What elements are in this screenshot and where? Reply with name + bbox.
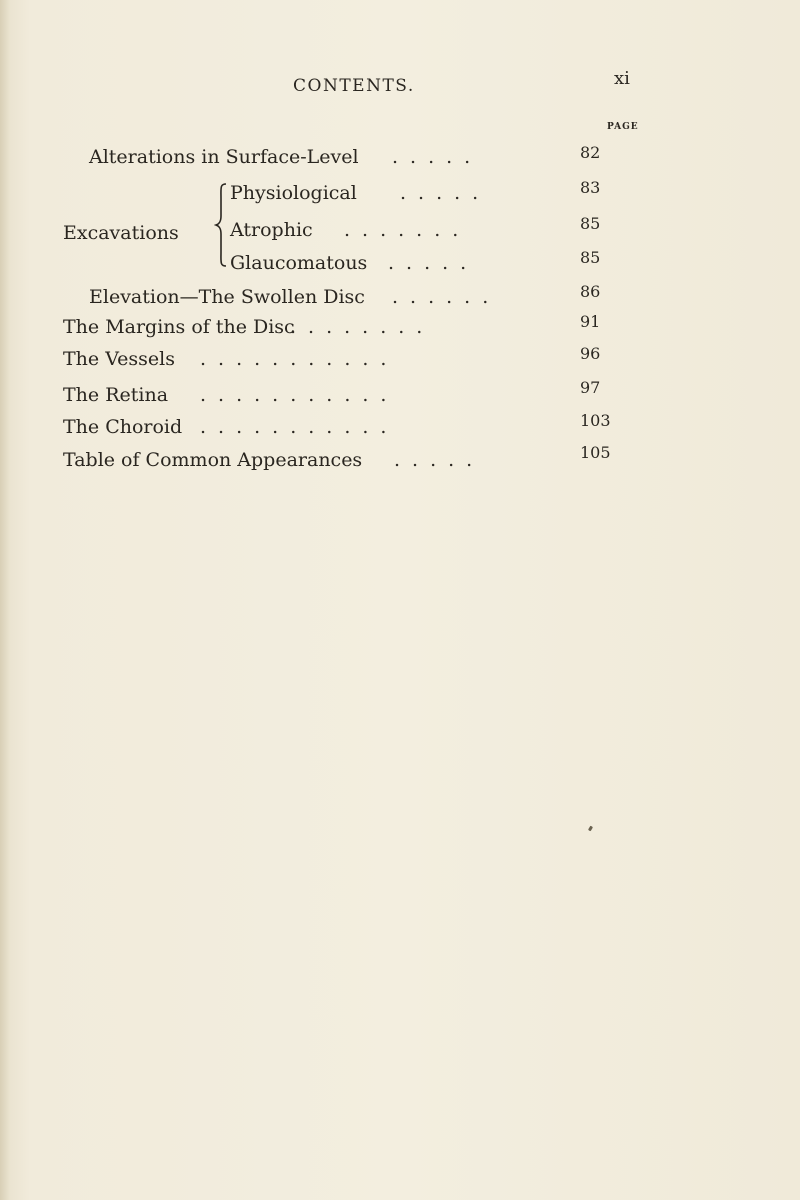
page-column-label: PAGE <box>607 122 639 132</box>
toc-entry-title: Elevation—The Swollen Disc <box>89 286 365 308</box>
leader-dots: ........... <box>200 416 399 438</box>
page-gutter <box>0 0 10 1200</box>
toc-entry-page: 96 <box>580 344 601 363</box>
group-label: Excavations <box>63 222 179 244</box>
toc-entry-title: Atrophic <box>230 219 313 241</box>
leader-dots: ..... <box>392 146 483 168</box>
leader-dots: ...... <box>392 286 501 308</box>
toc-entry <box>0 178 800 210</box>
running-title: CONTENTS. <box>293 76 415 96</box>
leader-dots: ..... <box>394 449 485 471</box>
toc-entry-title: Glaucomatous <box>230 252 368 274</box>
toc-entry-page: 86 <box>580 282 601 301</box>
toc-entry-page: 83 <box>580 178 601 197</box>
toc-entry <box>0 344 800 376</box>
leader-dots: ..... <box>388 252 479 274</box>
toc-entry <box>0 443 800 477</box>
leader-dots: ....... <box>344 219 471 241</box>
toc-entry-page: 82 <box>580 143 601 162</box>
toc-entry-title: The Choroid <box>63 416 183 438</box>
leader-dots: ........... <box>200 384 399 406</box>
toc-entry-title: Alterations in Surface-Level <box>89 146 359 168</box>
toc-entry-title: The Vessels <box>63 348 175 370</box>
toc-entry-title: The Margins of the Disc <box>63 316 295 338</box>
toc-entry <box>0 214 800 247</box>
page-folio: xi <box>614 68 630 89</box>
toc-entry-page: 85 <box>580 214 601 233</box>
toc-entry-page: 85 <box>580 248 601 267</box>
toc-entry-title: Table of Common Appearances <box>63 449 363 471</box>
toc-entry-title: The Retina <box>63 384 169 406</box>
toc-entry <box>0 248 800 280</box>
toc-entry <box>0 312 800 344</box>
toc-entry <box>0 282 800 314</box>
paper-speck <box>588 826 593 832</box>
toc-entry-page: 105 <box>580 443 611 462</box>
toc-entry-title: Physiological <box>230 182 357 204</box>
leader-dots: ........ <box>290 316 435 338</box>
toc-entry-page: 91 <box>580 312 601 331</box>
toc-entry <box>0 411 800 444</box>
toc-entry-page: 103 <box>580 411 611 430</box>
toc-entry-page: 97 <box>580 378 601 397</box>
leader-dots: ..... <box>400 182 491 204</box>
toc-entry <box>0 143 800 174</box>
leader-dots: ........... <box>200 348 399 370</box>
toc-entry <box>0 378 800 412</box>
